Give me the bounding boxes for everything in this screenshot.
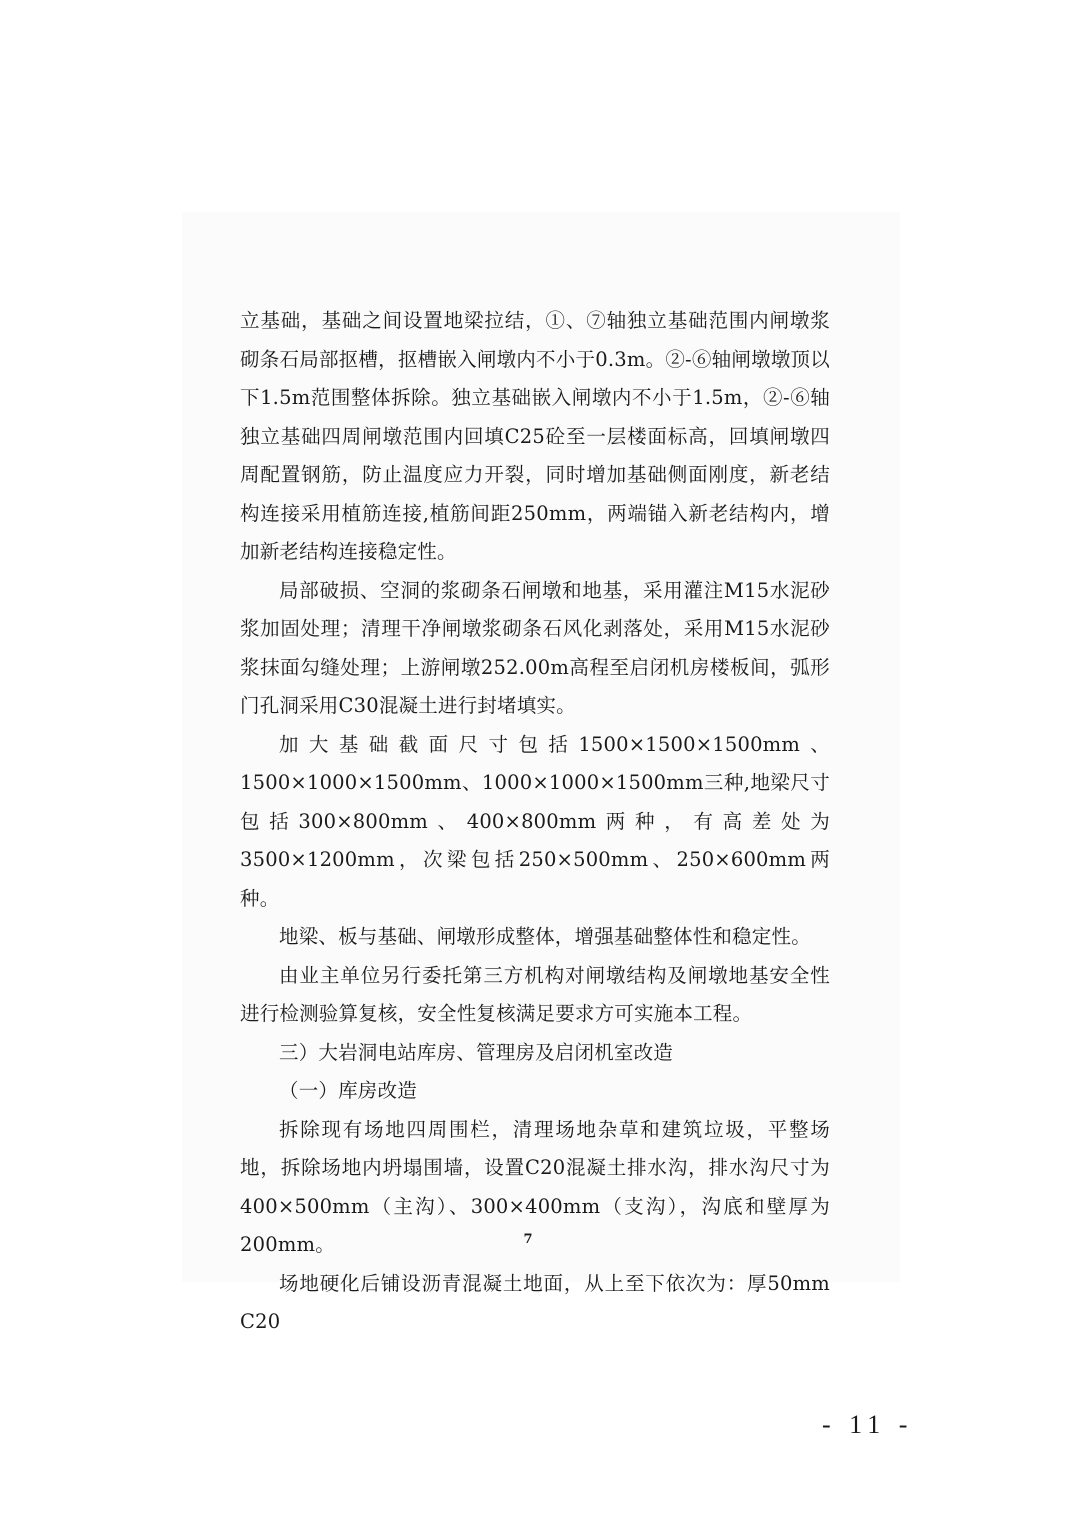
paragraph-4: 地梁、板与基础、闸墩形成整体，增强基础整体性和稳定性。 <box>279 925 811 948</box>
paragraph-5: 由业主单位另行委托第三方机构对闸墩结构及闸墩地基安全性进行检测验算复核，安全性复核满足要求方可实施本工程。 <box>240 963 830 1025</box>
inner-page-number: 7 <box>523 1232 533 1247</box>
outer-page-number: - 11 - <box>822 1410 914 1439</box>
document-body <box>240 302 830 1342</box>
paragraph-2: 局部破损、空洞的浆砌条石闸墩和地基，采用灌注M15水泥砂浆加固处理；清理干净闸墩浆砌条石风化剥落处，采用M15水泥砂浆抹面勾缝处理；上游闸墩252.00m高程至启闭机房楼板间，弧形门孔洞采用C30混凝土进行封堵填实。 <box>240 578 830 717</box>
subsection-heading: （一）库房改造 <box>279 1079 417 1102</box>
paragraph-3: 加大基础截面尺寸包括1500×1500×1500mm、1500×1000×1500mm、1000×1000×1500mm三种,地梁尺寸包括300×800mm、400×800mm两种，有高差处为3500×1200mm，次梁包括250×500mm、250×600mm两种。 <box>240 732 830 910</box>
paragraph-1: 立基础，基础之间设置地梁拉结，①、⑦轴独立基础范围内闸墩浆砌条石局部抠槽，抠槽嵌入闸墩内不小于0.3m。②-⑥轴闸墩墩顶以下1.5m范围整体拆除。独立基础嵌入闸墩内不小于1.5m，②-⑥轴独立基础四周闸墩范围内回填C25砼至一层楼面标高，回填闸墩四周配置钢筋，防止温度应力开裂，同时增加基础侧面刚度，新老结构连接采用植筋连接,植筋间距250mm，两端锚入新老结构内，增加新老结构连接稳定性。 <box>240 309 830 563</box>
section-heading: 三）大岩洞电站库房、管理房及启闭机室改造 <box>279 1040 674 1064</box>
paragraph-6: 拆除现有场地四周围栏，清理场地杂草和建筑垃圾，平整场地，拆除场地内坍塌围墙，设置C20混凝土排水沟，排水沟尺寸为400×500mm（主沟）、300×400mm（支沟），沟底和壁厚为200mm。 <box>240 1117 830 1256</box>
paragraph-7: 场地硬化后铺设沥青混凝土地面，从上至下依次为：厚50mm C20 <box>240 1271 830 1333</box>
